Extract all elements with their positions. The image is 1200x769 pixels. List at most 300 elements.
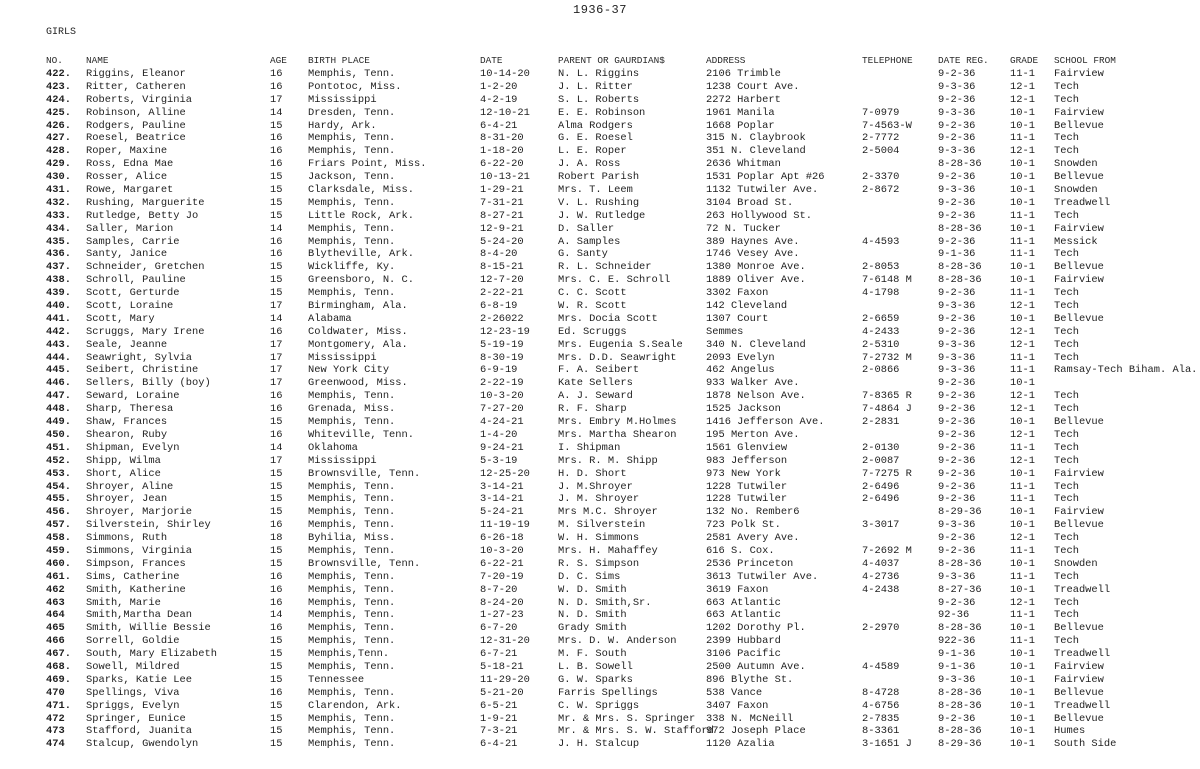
cell-parent: Mrs. R. M. Shipp <box>558 454 658 467</box>
cell-telephone: 2-8672 <box>862 184 900 197</box>
cell-no: 423. <box>46 80 71 93</box>
cell-date: 8-15-21 <box>480 261 524 274</box>
table-row <box>0 158 1200 171</box>
cell-date: 2-22-19 <box>480 377 524 390</box>
cell-address: 1668 Poplar <box>706 119 775 132</box>
cell-name: Riggins, Eleanor <box>86 68 186 80</box>
cell-address: 389 Haynes Ave. <box>706 235 800 248</box>
cell-birth-place: Memphis, Tenn. <box>308 416 396 429</box>
cell-date: 5-24-20 <box>480 235 524 248</box>
cell-grade: 11-1 <box>1010 635 1035 648</box>
cell-grade: 11-1 <box>1010 544 1035 557</box>
cell-age: 16 <box>270 403 283 416</box>
cell-address: 3302 Faxon <box>706 287 769 300</box>
cell-address: 3619 Faxon <box>706 583 769 596</box>
table-row <box>0 725 1200 738</box>
cell-date: 1-27-23 <box>480 609 524 622</box>
cell-grade: 12-1 <box>1010 145 1035 158</box>
cell-date-reg: 9-3-36 <box>938 519 976 532</box>
cell-name: Saller, Marion <box>86 222 174 235</box>
cell-parent: D. C. Sims <box>558 570 621 583</box>
cell-address: 933 Walker Ave. <box>706 377 800 390</box>
cell-parent: C. W. Spriggs <box>558 699 640 712</box>
cell-name: Simpson, Frances <box>86 557 186 570</box>
cell-address: 663 Atlantic <box>706 609 781 622</box>
cell-parent: M. Silverstein <box>558 519 646 532</box>
cell-grade: 12-1 <box>1010 80 1035 93</box>
cell-age: 15 <box>270 196 283 209</box>
cell-no: 435. <box>46 235 71 248</box>
cell-address: 3106 Pacific <box>706 648 781 661</box>
cell-grade: 11-1 <box>1010 480 1035 493</box>
cell-birth-place: Alabama <box>308 312 352 325</box>
cell-name: Scott, Mary <box>86 312 155 325</box>
cell-date-reg: 9-3-36 <box>938 673 976 686</box>
cell-date: 8-7-20 <box>480 583 518 596</box>
cell-parent: Kate Sellers <box>558 377 633 390</box>
cell-school-from: Fairview <box>1054 673 1104 686</box>
cell-date: 11-19-19 <box>480 519 530 532</box>
cell-name: Seward, Loraine <box>86 390 180 403</box>
cell-date-reg: 922-36 <box>938 635 976 648</box>
cell-name: Rosser, Alice <box>86 171 168 184</box>
cell-date: 7-20-19 <box>480 570 524 583</box>
cell-address: 1380 Monroe Ave. <box>706 261 806 274</box>
cell-parent: I. Shipman <box>558 441 621 454</box>
cell-birth-place: Byhilia, Miss. <box>308 532 396 545</box>
cell-telephone: 4-4593 <box>862 235 900 248</box>
cell-name: Santy, Janice <box>86 248 168 261</box>
cell-no: 438. <box>46 274 71 287</box>
cell-parent: H. D. Short <box>558 467 627 480</box>
cell-age: 15 <box>270 660 283 673</box>
cell-parent: Mrs. D.D. Seawright <box>558 351 677 364</box>
cell-telephone: 3-3017 <box>862 519 900 532</box>
cell-name: Scruggs, Mary Irene <box>86 325 205 338</box>
cell-name: Rutledge, Betty Jo <box>86 209 199 222</box>
cell-parent: R. L. Schneider <box>558 261 652 274</box>
cell-school-from: Tech <box>1054 287 1079 300</box>
cell-address: 1531 Poplar Apt #26 <box>706 171 825 184</box>
cell-date: 10-3-20 <box>480 390 524 403</box>
cell-grade: 11-1 <box>1010 248 1035 261</box>
cell-no: 472 <box>46 712 65 725</box>
cell-address: 1525 Jackson <box>706 403 781 416</box>
cell-address: 2272 Harbert <box>706 93 781 106</box>
cell-date-reg: 9-2-36 <box>938 596 976 609</box>
cell-no: 474 <box>46 738 65 751</box>
cell-parent: L. E. Roper <box>558 145 627 158</box>
table-row <box>0 248 1200 261</box>
cell-grade: 10-1 <box>1010 467 1035 480</box>
cell-name: Rowe, Margaret <box>86 184 174 197</box>
cell-grade: 10-1 <box>1010 171 1035 184</box>
cell-school-from: Treadwell <box>1054 196 1111 209</box>
column-header-telephone: TELEPHONE <box>862 55 913 66</box>
cell-date-reg: 9-2-36 <box>938 493 976 506</box>
cell-name: Shroyer, Jean <box>86 493 168 506</box>
cell-date: 1-18-20 <box>480 145 524 158</box>
cell-age: 14 <box>270 312 283 325</box>
column-header-address: ADDRESS <box>706 55 746 66</box>
cell-date: 12-10-21 <box>480 106 530 119</box>
cell-address: 315 N. Claybrook <box>706 132 806 145</box>
cell-name: Rushing, Marguerite <box>86 196 205 209</box>
cell-age: 15 <box>270 544 283 557</box>
section-label: GIRLS <box>46 27 77 38</box>
cell-date-reg: 9-3-36 <box>938 570 976 583</box>
cell-birth-place: Mississippi <box>308 351 377 364</box>
cell-birth-place: Memphis, Tenn. <box>308 544 396 557</box>
cell-grade: 10-1 <box>1010 184 1035 197</box>
cell-parent: J. L. Ritter <box>558 80 633 93</box>
cell-telephone: 4-6756 <box>862 699 900 712</box>
table-row <box>0 442 1200 455</box>
cell-name: Sellers, Billy (boy) <box>86 377 211 390</box>
table-row <box>0 403 1200 416</box>
page-title: 1936-37 <box>573 3 627 17</box>
cell-parent: G. Santy <box>558 248 608 261</box>
cell-address: 2106 Trimble <box>706 68 781 80</box>
cell-school-from: Fairview <box>1054 222 1104 235</box>
table-row <box>0 687 1200 700</box>
cell-parent: Robert Parish <box>558 171 640 184</box>
cell-telephone: 4-4037 <box>862 557 900 570</box>
cell-parent: Mrs M.C. Shroyer <box>558 506 658 519</box>
cell-address: 132 No. Rember6 <box>706 506 800 519</box>
cell-grade: 11-1 <box>1010 209 1035 222</box>
cell-telephone: 4-4589 <box>862 660 900 673</box>
cell-date-reg: 9-3-36 <box>938 300 976 313</box>
cell-school-from: Tech <box>1054 441 1079 454</box>
cell-no: 437. <box>46 261 71 274</box>
cell-date-reg: 9-2-36 <box>938 312 976 325</box>
cell-name: Robinson, Alline <box>86 106 186 119</box>
cell-grade: 10-1 <box>1010 106 1035 119</box>
table-row <box>0 571 1200 584</box>
cell-grade: 10-1 <box>1010 222 1035 235</box>
table-row <box>0 364 1200 377</box>
table-row <box>0 197 1200 210</box>
cell-age: 15 <box>270 119 283 132</box>
cell-no: 426. <box>46 119 71 132</box>
cell-school-from: Humes <box>1054 725 1086 738</box>
cell-birth-place: Memphis, Tenn. <box>308 287 396 300</box>
cell-school-from: Messick <box>1054 235 1098 248</box>
cell-no: 424. <box>46 93 71 106</box>
cell-date: 1-9-21 <box>480 712 518 725</box>
cell-birth-place: Memphis, Tenn. <box>308 570 396 583</box>
cell-parent: G. W. Sparks <box>558 673 633 686</box>
cell-birth-place: Memphis, Tenn. <box>308 506 396 519</box>
cell-age: 17 <box>270 454 283 467</box>
cell-address: 1561 Glenview <box>706 441 788 454</box>
cell-no: 439. <box>46 287 71 300</box>
cell-age: 16 <box>270 583 283 596</box>
cell-telephone: 7-4563-W <box>862 119 912 132</box>
column-header-no: NO. <box>46 55 63 66</box>
cell-address: 2581 Avery Ave. <box>706 532 800 545</box>
cell-name: South, Mary Elizabeth <box>86 648 217 661</box>
cell-date-reg: 9-2-36 <box>938 428 976 441</box>
cell-date-reg: 8-28-36 <box>938 725 982 738</box>
cell-address: 1961 Manila <box>706 106 775 119</box>
cell-birth-place: Wickliffe, Ky. <box>308 261 396 274</box>
cell-birth-place: Memphis, Tenn. <box>308 68 396 80</box>
cell-no: 469. <box>46 673 71 686</box>
cell-grade: 10-1 <box>1010 261 1035 274</box>
table-row <box>0 81 1200 94</box>
cell-parent: J. M.Shroyer <box>558 480 633 493</box>
cell-no: 430. <box>46 171 71 184</box>
cell-no: 431. <box>46 184 71 197</box>
cell-telephone: 7-4864 J <box>862 403 912 416</box>
cell-birth-place: Little Rock, Ark. <box>308 209 415 222</box>
cell-name: Short, Alice <box>86 467 161 480</box>
cell-no: 440. <box>46 300 71 313</box>
cell-parent: J. W. Rutledge <box>558 209 646 222</box>
cell-name: Spriggs, Evelyn <box>86 699 180 712</box>
cell-school-from: Bellevue <box>1054 686 1104 699</box>
cell-no: 454. <box>46 480 71 493</box>
cell-school-from: Fairview <box>1054 274 1104 287</box>
cell-birth-place: Grenada, Miss. <box>308 403 396 416</box>
cell-age: 15 <box>270 287 283 300</box>
cell-birth-place: Pontotoc, Miss. <box>308 80 402 93</box>
cell-parent: Ed. Scruggs <box>558 325 627 338</box>
cell-no: 463 <box>46 596 65 609</box>
cell-date: 10-13-21 <box>480 171 530 184</box>
cell-grade: 10-1 <box>1010 673 1035 686</box>
cell-school-from: Bellevue <box>1054 519 1104 532</box>
cell-name: Samples, Carrie <box>86 235 180 248</box>
cell-grade: 12-1 <box>1010 428 1035 441</box>
cell-date: 6-7-21 <box>480 648 518 661</box>
cell-age: 14 <box>270 609 283 622</box>
cell-name: Ross, Edna Mae <box>86 158 174 171</box>
cell-no: 422. <box>46 68 71 80</box>
cell-parent: D. Saller <box>558 222 615 235</box>
cell-birth-place: Clarendon, Ark. <box>308 699 402 712</box>
cell-grade: 10-1 <box>1010 686 1035 699</box>
cell-school-from: Tech <box>1054 454 1079 467</box>
cell-date-reg: 9-2-36 <box>938 532 976 545</box>
cell-age: 16 <box>270 132 283 145</box>
cell-grade: 10-1 <box>1010 196 1035 209</box>
cell-no: 456. <box>46 506 71 519</box>
cell-date: 2-26022 <box>480 312 524 325</box>
cell-address: 1238 Court Ave. <box>706 80 800 93</box>
cell-grade: 10-1 <box>1010 119 1035 132</box>
table-row <box>0 648 1200 661</box>
cell-date-reg: 8-28-36 <box>938 222 982 235</box>
cell-date-reg: 9-2-36 <box>938 235 976 248</box>
cell-address: 1120 Azalia <box>706 738 775 751</box>
cell-date-reg: 9-1-36 <box>938 660 976 673</box>
cell-address: Semmes <box>706 325 744 338</box>
cell-grade: 10-1 <box>1010 583 1035 596</box>
cell-address: 2500 Autumn Ave. <box>706 660 806 673</box>
cell-age: 14 <box>270 222 283 235</box>
cell-date: 5-3-19 <box>480 454 518 467</box>
cell-no: 465 <box>46 622 65 635</box>
cell-address: 2636 Whitman <box>706 158 781 171</box>
cell-telephone: 7-0979 <box>862 106 900 119</box>
cell-telephone: 2-0087 <box>862 454 900 467</box>
cell-age: 15 <box>270 738 283 751</box>
cell-no: 434. <box>46 222 71 235</box>
cell-birth-place: Memphis, Tenn. <box>308 235 396 248</box>
cell-date: 6-22-20 <box>480 158 524 171</box>
cell-parent: M. F. South <box>558 648 627 661</box>
column-header-row <box>0 54 1200 68</box>
cell-date-reg: 9-3-36 <box>938 364 976 377</box>
cell-parent: Mrs. Docia Scott <box>558 312 658 325</box>
column-header-parent: PARENT OR GAURDIAN$ <box>558 55 665 66</box>
cell-date: 5-24-21 <box>480 506 524 519</box>
cell-date: 4-2-19 <box>480 93 518 106</box>
cell-age: 15 <box>270 171 283 184</box>
cell-grade: 10-1 <box>1010 738 1035 751</box>
cell-grade: 10-1 <box>1010 660 1035 673</box>
cell-parent: N. D. Smith,Sr. <box>558 596 652 609</box>
cell-name: Shroyer, Aline <box>86 480 174 493</box>
cell-school-from: Bellevue <box>1054 416 1104 429</box>
column-header-date: DATE <box>480 55 503 66</box>
cell-date: 8-24-20 <box>480 596 524 609</box>
cell-parent: N. D. Smith <box>558 609 627 622</box>
cell-name: Shaw, Frances <box>86 416 168 429</box>
cell-address: 1132 Tutwiler Ave. <box>706 184 819 197</box>
cell-date: 5-18-21 <box>480 660 524 673</box>
cell-name: Stafford, Juanita <box>86 725 193 738</box>
cell-grade: 10-1 <box>1010 699 1035 712</box>
cell-date-reg: 8-28-36 <box>938 686 982 699</box>
cell-date-reg: 9-2-36 <box>938 171 976 184</box>
cell-parent: Mrs. D. W. Anderson <box>558 635 677 648</box>
cell-no: 455. <box>46 493 71 506</box>
cell-birth-place: Memphis, Tenn. <box>308 609 396 622</box>
cell-parent: E. E. Robinson <box>558 106 646 119</box>
cell-date-reg: 9-3-36 <box>938 80 976 93</box>
cell-school-from: Tech <box>1054 403 1079 416</box>
cell-school-from: Tech <box>1054 635 1079 648</box>
cell-date-reg: 9-1-36 <box>938 248 976 261</box>
cell-date-reg: 9-3-36 <box>938 106 976 119</box>
column-header-age: AGE <box>270 55 287 66</box>
cell-no: 458. <box>46 532 71 545</box>
cell-date-reg: 9-2-36 <box>938 544 976 557</box>
table-row <box>0 261 1200 274</box>
cell-birth-place: Coldwater, Miss. <box>308 325 408 338</box>
cell-date-reg: 9-2-36 <box>938 441 976 454</box>
cell-no: 448. <box>46 403 71 416</box>
cell-age: 15 <box>270 635 283 648</box>
cell-school-from: Tech <box>1054 325 1079 338</box>
table-row <box>0 661 1200 674</box>
table-row <box>0 558 1200 571</box>
cell-address: 723 Polk St. <box>706 519 781 532</box>
cell-date: 6-4-21 <box>480 738 518 751</box>
cell-address: 263 Hollywood St. <box>706 209 813 222</box>
cell-birth-place: Memphis, Tenn. <box>308 738 396 751</box>
cell-school-from: Tech <box>1054 145 1079 158</box>
cell-grade: 10-1 <box>1010 506 1035 519</box>
cell-address: 973 New York <box>706 467 781 480</box>
table-row <box>0 236 1200 249</box>
table-row <box>0 274 1200 287</box>
column-header-date-reg: DATE REG. <box>938 55 989 66</box>
cell-name: Simmons, Virginia <box>86 544 193 557</box>
cell-parent: Farris Spellings <box>558 686 658 699</box>
table-row <box>0 622 1200 635</box>
cell-date-reg: 9-2-36 <box>938 68 976 80</box>
cell-no: 457. <box>46 519 71 532</box>
cell-age: 17 <box>270 377 283 390</box>
cell-parent: W. R. Scott <box>558 300 627 313</box>
table-row <box>0 635 1200 648</box>
table-row <box>0 94 1200 107</box>
cell-age: 15 <box>270 467 283 480</box>
cell-school-from: Fairview <box>1054 68 1104 80</box>
cell-birth-place: Friars Point, Miss. <box>308 158 427 171</box>
cell-date-reg: 8-29-36 <box>938 506 982 519</box>
cell-school-from: Tech <box>1054 390 1079 403</box>
cell-date-reg: 8-29-36 <box>938 738 982 751</box>
cell-birth-place: Memphis,Tenn. <box>308 648 390 661</box>
cell-name: Scott, Gerturde <box>86 287 180 300</box>
cell-address: 663 Atlantic <box>706 596 781 609</box>
table-row <box>0 493 1200 506</box>
cell-address: 896 Blythe St. <box>706 673 794 686</box>
cell-date-reg: 9-2-36 <box>938 132 976 145</box>
cell-telephone: 2-3370 <box>862 171 900 184</box>
cell-parent: C. C. Scott <box>558 287 627 300</box>
cell-birth-place: Memphis, Tenn. <box>308 519 396 532</box>
cell-address: 1228 Tutwiler <box>706 480 788 493</box>
cell-grade: 10-1 <box>1010 557 1035 570</box>
cell-no: 470 <box>46 686 65 699</box>
cell-parent: W. H. Simmons <box>558 532 640 545</box>
cell-telephone: 2-6496 <box>862 493 900 506</box>
table-row <box>0 171 1200 184</box>
cell-date: 5-19-19 <box>480 338 524 351</box>
cell-name: Seawright, Sylvia <box>86 351 193 364</box>
column-header-school-from: SCHOOL FROM <box>1054 55 1116 66</box>
cell-telephone: 7-8365 R <box>862 390 912 403</box>
cell-school-from: Bellevue <box>1054 119 1104 132</box>
cell-grade: 12-1 <box>1010 325 1035 338</box>
cell-birth-place: Memphis, Tenn. <box>308 480 396 493</box>
cell-telephone: 7-2732 M <box>862 351 912 364</box>
cell-age: 16 <box>270 248 283 261</box>
table-row <box>0 326 1200 339</box>
cell-grade: 10-1 <box>1010 648 1035 661</box>
cell-grade: 11-1 <box>1010 132 1035 145</box>
cell-school-from: Tech <box>1054 428 1079 441</box>
cell-date: 6-26-18 <box>480 532 524 545</box>
cell-school-from: Tech <box>1054 351 1079 364</box>
cell-birth-place: Whiteville, Tenn. <box>308 428 415 441</box>
cell-school-from: Snowden <box>1054 184 1098 197</box>
cell-birth-place: Montgomery, Ala. <box>308 338 408 351</box>
cell-grade: 11-1 <box>1010 235 1035 248</box>
cell-age: 17 <box>270 300 283 313</box>
cell-name: Smith,Martha Dean <box>86 609 193 622</box>
cell-birth-place: Oklahoma <box>308 441 358 454</box>
table-row <box>0 738 1200 751</box>
cell-telephone: 4-2736 <box>862 570 900 583</box>
